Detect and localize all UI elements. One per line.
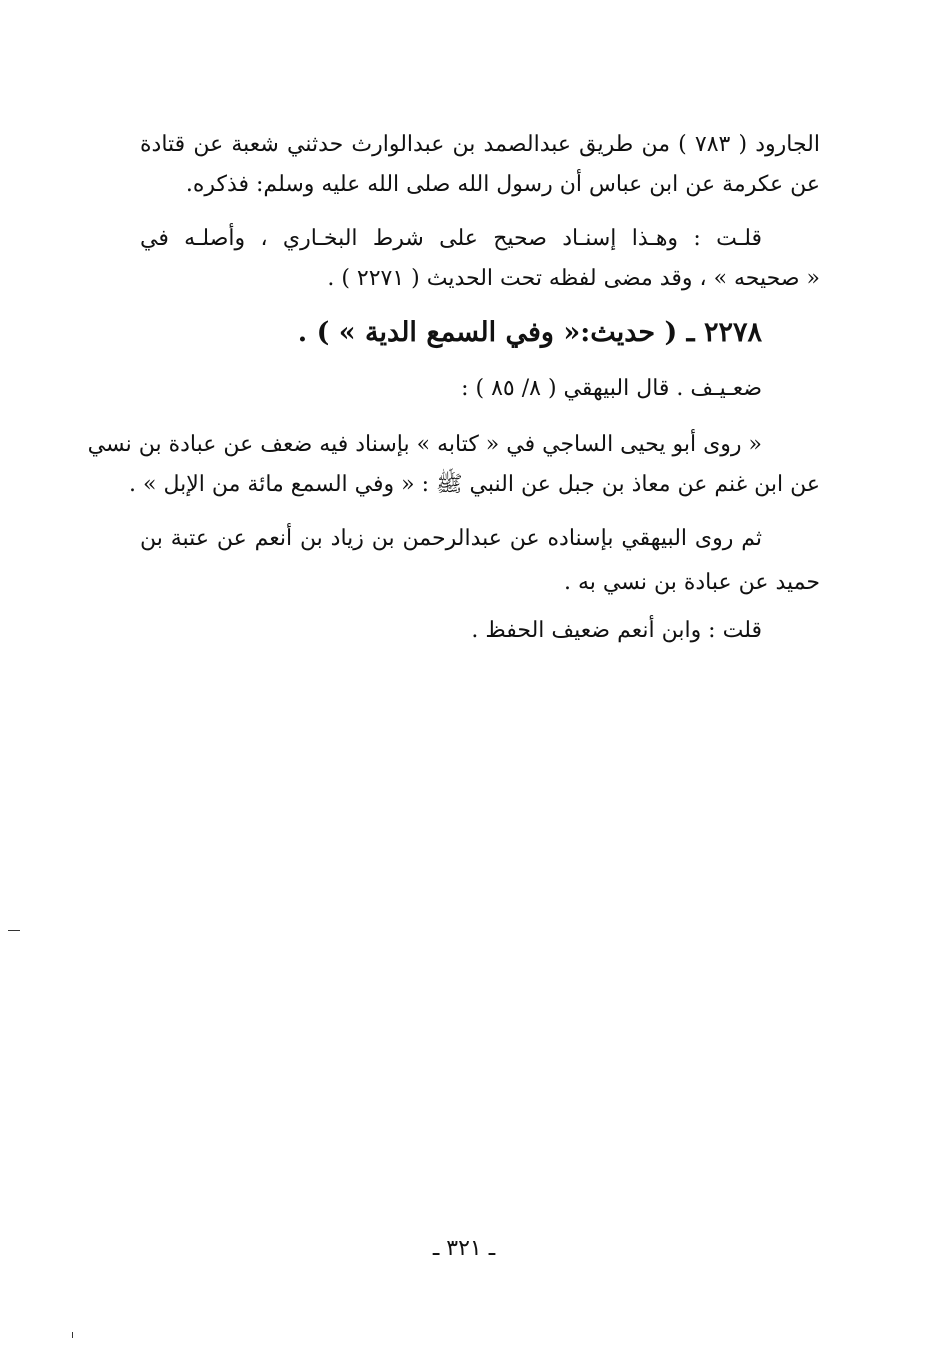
scan-mark xyxy=(8,930,20,931)
text-line-1: الجارود ( ٧٨٣ ) من طريق عبدالصمد بن عبدالوارث حدثني شعبة عن قتادة xyxy=(140,132,820,157)
page-number: ـ ٣٢١ ـ xyxy=(432,1236,496,1261)
text-line-4: « صحيحه » ، وقد مضى لفظه تحت الحديث ( ٢٢٧١ ) . xyxy=(327,266,820,291)
text-line-7: « روى أبو يحيى الساجي في « كتابه » بإسناد فيه ضعف عن عبادة بن نسي xyxy=(87,432,762,457)
text-line-9: ثم روى البيهقي بإسناده عن عبدالرحمن بن زياد بن أنعم عن عتبة بن xyxy=(140,526,762,551)
text-line-3: قلـت : وهـذا إسنـاد صحيح على شرط البخـاري ، وأصلـه في xyxy=(140,226,762,251)
hadith-heading: ٢٢٧٨ ـ ( حديث:« وفي السمع الدية » ) . xyxy=(297,317,762,348)
text-line-2: عن عكرمة عن ابن عباس أن رسول الله صلى الله عليه وسلم: فذكره. xyxy=(185,172,820,197)
text-line-10: حميد عن عبادة بن نسي به . xyxy=(564,570,820,595)
text-line-8: عن ابن غنم عن معاذ بن جبل عن النبي ﷺ : « وفي السمع مائة من الإبل » . xyxy=(129,472,820,497)
scan-mark xyxy=(72,1332,73,1338)
text-line-11: قلت : وابن أنعم ضعيف الحفظ . xyxy=(471,618,762,643)
text-line-6: ضعـيـف . قال البيهقي ( ٨/ ٨٥ ) : xyxy=(461,376,762,401)
